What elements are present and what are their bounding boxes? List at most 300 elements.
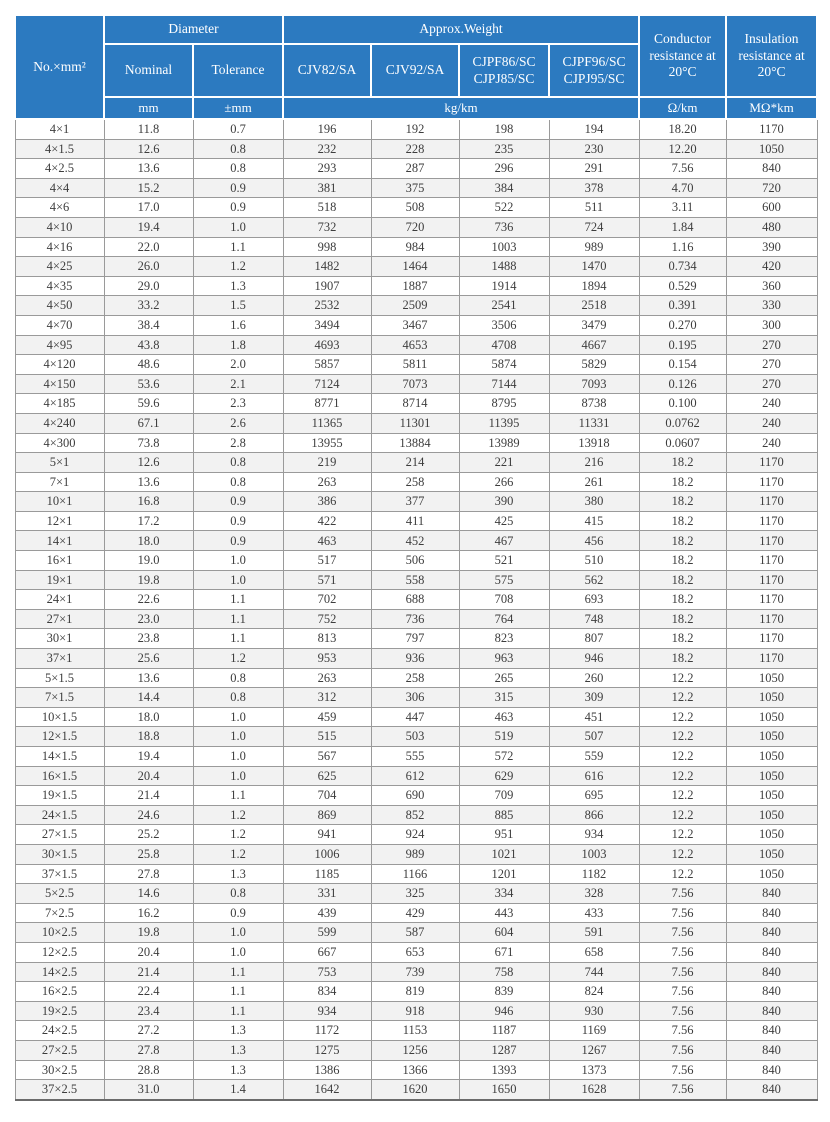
value-cell: 28.8: [104, 1060, 193, 1080]
unit-kg-km: kg/km: [283, 97, 639, 119]
table-row: [15, 747, 817, 767]
value-cell: 293: [283, 159, 371, 179]
value-cell: 690: [371, 786, 459, 806]
value-cell: 0.8: [193, 453, 283, 473]
value-cell: 1170: [726, 609, 817, 629]
table-row: [15, 727, 817, 747]
table-row: [15, 942, 817, 962]
table-row: [15, 609, 817, 629]
value-cell: 13918: [549, 433, 639, 453]
value-cell: 194: [549, 119, 639, 139]
value-cell: 20.4: [104, 766, 193, 786]
value-cell: 571: [283, 570, 371, 590]
value-cell: 998: [283, 237, 371, 257]
value-cell: 1.1: [193, 1001, 283, 1021]
value-cell: 258: [371, 668, 459, 688]
value-cell: 517: [283, 551, 371, 571]
table-row: [15, 844, 817, 864]
table-row: [15, 766, 817, 786]
value-cell: 708: [459, 590, 549, 610]
value-cell: 19.0: [104, 551, 193, 571]
value-cell: 667: [283, 942, 371, 962]
spec-id-cell: 4×1: [15, 119, 104, 139]
value-cell: 8738: [549, 394, 639, 414]
spec-id-cell: 12×1: [15, 511, 104, 531]
value-cell: 7.56: [639, 159, 726, 179]
value-cell: 439: [283, 903, 371, 923]
value-cell: 4693: [283, 335, 371, 355]
value-cell: 59.6: [104, 394, 193, 414]
value-cell: 1894: [549, 276, 639, 296]
spec-id-cell: 7×1.5: [15, 688, 104, 708]
value-cell: 748: [549, 609, 639, 629]
value-cell: 18.2: [639, 590, 726, 610]
value-cell: 1.0: [193, 551, 283, 571]
value-cell: 1488: [459, 257, 549, 277]
value-cell: 12.2: [639, 747, 726, 767]
value-cell: 736: [459, 217, 549, 237]
spec-id-cell: 12×2.5: [15, 942, 104, 962]
value-cell: 443: [459, 903, 549, 923]
table-row: [15, 825, 817, 845]
spec-id-cell: 5×2.5: [15, 884, 104, 904]
value-cell: 12.2: [639, 825, 726, 845]
spec-id-cell: 7×2.5: [15, 903, 104, 923]
table-row: [15, 864, 817, 884]
value-cell: 11.8: [104, 119, 193, 139]
spec-id-cell: 5×1.5: [15, 668, 104, 688]
value-cell: 930: [549, 1001, 639, 1021]
spec-id-cell: 27×1.5: [15, 825, 104, 845]
value-cell: 196: [283, 119, 371, 139]
value-cell: 840: [726, 1021, 817, 1041]
value-cell: 3.11: [639, 198, 726, 218]
value-cell: 7.56: [639, 903, 726, 923]
spec-id-cell: 30×1.5: [15, 844, 104, 864]
value-cell: 840: [726, 982, 817, 1002]
value-cell: 375: [371, 178, 459, 198]
spec-id-cell: 4×35: [15, 276, 104, 296]
value-cell: 506: [371, 551, 459, 571]
value-cell: 1373: [549, 1060, 639, 1080]
spec-id-cell: 14×2.5: [15, 962, 104, 982]
value-cell: 7.56: [639, 1021, 726, 1041]
value-cell: 0.7: [193, 119, 283, 139]
value-cell: 839: [459, 982, 549, 1002]
value-cell: 1170: [726, 453, 817, 473]
value-cell: 934: [549, 825, 639, 845]
value-cell: 1887: [371, 276, 459, 296]
table-row: [15, 472, 817, 492]
value-cell: 852: [371, 805, 459, 825]
value-cell: 1393: [459, 1060, 549, 1080]
value-cell: 23.8: [104, 629, 193, 649]
spec-id-cell: 4×25: [15, 257, 104, 277]
value-cell: 7.56: [639, 923, 726, 943]
value-cell: 951: [459, 825, 549, 845]
value-cell: 67.1: [104, 413, 193, 433]
value-cell: 1287: [459, 1040, 549, 1060]
value-cell: 764: [459, 609, 549, 629]
value-cell: 11331: [549, 413, 639, 433]
value-cell: 1050: [726, 139, 817, 159]
value-cell: 240: [726, 394, 817, 414]
value-cell: 18.2: [639, 472, 726, 492]
unit-pm-mm: ±mm: [193, 97, 283, 119]
table-row: [15, 805, 817, 825]
value-cell: 1386: [283, 1060, 371, 1080]
value-cell: 1.2: [193, 805, 283, 825]
spec-id-cell: 37×1.5: [15, 864, 104, 884]
value-cell: 20.4: [104, 942, 193, 962]
value-cell: 840: [726, 942, 817, 962]
value-cell: 260: [549, 668, 639, 688]
value-cell: 758: [459, 962, 549, 982]
spec-id-cell: 24×2.5: [15, 1021, 104, 1041]
value-cell: 309: [549, 688, 639, 708]
value-cell: 18.20: [639, 119, 726, 139]
cable-spec-sheet: [14, 14, 816, 1101]
value-cell: 3494: [283, 315, 371, 335]
value-cell: 261: [549, 472, 639, 492]
value-cell: 12.2: [639, 805, 726, 825]
value-cell: 1.1: [193, 609, 283, 629]
value-cell: 7.56: [639, 1040, 726, 1060]
value-cell: 21.4: [104, 962, 193, 982]
value-cell: 330: [726, 296, 817, 316]
value-cell: 834: [283, 982, 371, 1002]
spec-id-cell: 4×240: [15, 413, 104, 433]
spec-id-cell: 5×1: [15, 453, 104, 473]
value-cell: 0.9: [193, 198, 283, 218]
table-row: [15, 119, 817, 139]
value-cell: 300: [726, 315, 817, 335]
value-cell: 1.1: [193, 962, 283, 982]
value-cell: 3467: [371, 315, 459, 335]
value-cell: 1050: [726, 668, 817, 688]
spec-id-cell: 4×150: [15, 374, 104, 394]
spec-id-cell: 4×6: [15, 198, 104, 218]
spec-id-cell: 4×120: [15, 355, 104, 375]
value-cell: 480: [726, 217, 817, 237]
value-cell: 0.8: [193, 472, 283, 492]
value-cell: 26.0: [104, 257, 193, 277]
value-cell: 19.4: [104, 747, 193, 767]
value-cell: 18.2: [639, 453, 726, 473]
spec-id-cell: 19×1: [15, 570, 104, 590]
value-cell: 17.2: [104, 511, 193, 531]
value-cell: 989: [549, 237, 639, 257]
value-cell: 1.3: [193, 1040, 283, 1060]
value-cell: 23.0: [104, 609, 193, 629]
value-cell: 587: [371, 923, 459, 943]
value-cell: 456: [549, 531, 639, 551]
value-cell: 963: [459, 649, 549, 669]
value-cell: 22.4: [104, 982, 193, 1002]
col-header-conductor-resistance: Conductor resistance at 20°C: [639, 15, 726, 97]
value-cell: 14.6: [104, 884, 193, 904]
value-cell: 1.0: [193, 766, 283, 786]
value-cell: 0.8: [193, 139, 283, 159]
value-cell: 1153: [371, 1021, 459, 1041]
value-cell: 38.4: [104, 315, 193, 335]
value-cell: 384: [459, 178, 549, 198]
spec-id-cell: 14×1.5: [15, 747, 104, 767]
value-cell: 507: [549, 727, 639, 747]
value-cell: 378: [549, 178, 639, 198]
value-cell: 1.0: [193, 923, 283, 943]
value-cell: 25.6: [104, 649, 193, 669]
value-cell: 1166: [371, 864, 459, 884]
value-cell: 1006: [283, 844, 371, 864]
value-cell: 934: [283, 1001, 371, 1021]
spec-id-cell: 4×1.5: [15, 139, 104, 159]
spec-id-cell: 37×1: [15, 649, 104, 669]
value-cell: 7.56: [639, 1060, 726, 1080]
value-cell: 1170: [726, 119, 817, 139]
value-cell: 1.16: [639, 237, 726, 257]
value-cell: 2518: [549, 296, 639, 316]
value-cell: 221: [459, 453, 549, 473]
table-row: [15, 433, 817, 453]
spec-id-cell: 4×2.5: [15, 159, 104, 179]
value-cell: 380: [549, 492, 639, 512]
value-cell: 1482: [283, 257, 371, 277]
value-cell: 0.195: [639, 335, 726, 355]
value-cell: 1.0: [193, 217, 283, 237]
value-cell: 918: [371, 1001, 459, 1021]
value-cell: 459: [283, 707, 371, 727]
spec-table-body: [15, 119, 817, 1100]
table-row: [15, 335, 817, 355]
value-cell: 5811: [371, 355, 459, 375]
value-cell: 559: [549, 747, 639, 767]
value-cell: 3479: [549, 315, 639, 335]
spec-id-cell: 4×185: [15, 394, 104, 414]
value-cell: 1.2: [193, 649, 283, 669]
table-row: [15, 668, 817, 688]
value-cell: 18.2: [639, 609, 726, 629]
spec-id-cell: 4×70: [15, 315, 104, 335]
value-cell: 7.56: [639, 884, 726, 904]
value-cell: 1907: [283, 276, 371, 296]
value-cell: 18.2: [639, 492, 726, 512]
value-cell: 813: [283, 629, 371, 649]
value-cell: 0.9: [193, 492, 283, 512]
spec-id-cell: 30×1: [15, 629, 104, 649]
value-cell: 724: [549, 217, 639, 237]
value-cell: 744: [549, 962, 639, 982]
value-cell: 600: [726, 198, 817, 218]
value-cell: 11301: [371, 413, 459, 433]
value-cell: 27.8: [104, 1040, 193, 1060]
table-row: [15, 786, 817, 806]
spec-id-cell: 30×2.5: [15, 1060, 104, 1080]
value-cell: 2.1: [193, 374, 283, 394]
value-cell: 1201: [459, 864, 549, 884]
value-cell: 328: [549, 884, 639, 904]
spec-id-cell: 16×1.5: [15, 766, 104, 786]
value-cell: 291: [549, 159, 639, 179]
value-cell: 13.6: [104, 159, 193, 179]
value-cell: 1185: [283, 864, 371, 884]
value-cell: 941: [283, 825, 371, 845]
value-cell: 270: [726, 335, 817, 355]
value-cell: 1267: [549, 1040, 639, 1060]
value-cell: 1.0: [193, 942, 283, 962]
value-cell: 1256: [371, 1040, 459, 1060]
spec-id-cell: 10×1.5: [15, 707, 104, 727]
value-cell: 840: [726, 962, 817, 982]
value-cell: 720: [726, 178, 817, 198]
value-cell: 1050: [726, 864, 817, 884]
spec-id-cell: 4×50: [15, 296, 104, 316]
value-cell: 1170: [726, 649, 817, 669]
table-row: [15, 178, 817, 198]
value-cell: 1650: [459, 1080, 549, 1100]
spec-id-cell: 24×1: [15, 590, 104, 610]
value-cell: 1050: [726, 707, 817, 727]
value-cell: 429: [371, 903, 459, 923]
value-cell: 0.9: [193, 531, 283, 551]
value-cell: 521: [459, 551, 549, 571]
value-cell: 1170: [726, 492, 817, 512]
value-cell: 4708: [459, 335, 549, 355]
value-cell: 518: [283, 198, 371, 218]
value-cell: 1.8: [193, 335, 283, 355]
value-cell: 1003: [459, 237, 549, 257]
value-cell: 425: [459, 511, 549, 531]
value-cell: 599: [283, 923, 371, 943]
value-cell: 1.1: [193, 982, 283, 1002]
value-cell: 325: [371, 884, 459, 904]
value-cell: 463: [459, 707, 549, 727]
value-cell: 296: [459, 159, 549, 179]
spec-id-cell: 4×95: [15, 335, 104, 355]
table-row: [15, 1060, 817, 1080]
table-row: [15, 276, 817, 296]
value-cell: 3506: [459, 315, 549, 335]
table-row: [15, 217, 817, 237]
value-cell: 306: [371, 688, 459, 708]
value-cell: 12.20: [639, 139, 726, 159]
value-cell: 8795: [459, 394, 549, 414]
value-cell: 13.6: [104, 472, 193, 492]
value-cell: 511: [549, 198, 639, 218]
value-cell: 22.6: [104, 590, 193, 610]
spec-id-cell: 4×10: [15, 217, 104, 237]
table-row: [15, 884, 817, 904]
value-cell: 1914: [459, 276, 549, 296]
value-cell: 16.2: [104, 903, 193, 923]
value-cell: 18.2: [639, 649, 726, 669]
value-cell: 946: [459, 1001, 549, 1021]
value-cell: 5874: [459, 355, 549, 375]
header-row-groups: [15, 15, 817, 44]
header-row-units: [15, 97, 817, 119]
value-cell: 1050: [726, 727, 817, 747]
value-cell: 24.6: [104, 805, 193, 825]
value-cell: 1628: [549, 1080, 639, 1100]
value-cell: 235: [459, 139, 549, 159]
value-cell: 840: [726, 1060, 817, 1080]
spec-id-cell: 4×300: [15, 433, 104, 453]
value-cell: 386: [283, 492, 371, 512]
value-cell: 12.2: [639, 688, 726, 708]
value-cell: 1464: [371, 257, 459, 277]
value-cell: 18.8: [104, 727, 193, 747]
value-cell: 18.0: [104, 531, 193, 551]
table-row: [15, 453, 817, 473]
value-cell: 18.2: [639, 629, 726, 649]
value-cell: 1172: [283, 1021, 371, 1041]
table-row: [15, 1040, 817, 1060]
value-cell: 1003: [549, 844, 639, 864]
value-cell: 0.154: [639, 355, 726, 375]
spec-id-cell: 10×1: [15, 492, 104, 512]
value-cell: 1170: [726, 472, 817, 492]
unit-mm: mm: [104, 97, 193, 119]
table-row: [15, 159, 817, 179]
value-cell: 12.2: [639, 668, 726, 688]
value-cell: 1187: [459, 1021, 549, 1041]
value-cell: 18.2: [639, 511, 726, 531]
spec-id-cell: 4×16: [15, 237, 104, 257]
value-cell: 503: [371, 727, 459, 747]
value-cell: 415: [549, 511, 639, 531]
value-cell: 658: [549, 942, 639, 962]
value-cell: 840: [726, 1080, 817, 1100]
value-cell: 709: [459, 786, 549, 806]
value-cell: 508: [371, 198, 459, 218]
value-cell: 7.56: [639, 942, 726, 962]
table-row: [15, 257, 817, 277]
table-row: [15, 492, 817, 512]
value-cell: 510: [549, 551, 639, 571]
table-row: [15, 198, 817, 218]
value-cell: 522: [459, 198, 549, 218]
spec-id-cell: 7×1: [15, 472, 104, 492]
value-cell: 13955: [283, 433, 371, 453]
value-cell: 16.8: [104, 492, 193, 512]
value-cell: 214: [371, 453, 459, 473]
value-cell: 1050: [726, 786, 817, 806]
value-cell: 1050: [726, 825, 817, 845]
spec-id-cell: 12×1.5: [15, 727, 104, 747]
value-cell: 12.6: [104, 453, 193, 473]
value-cell: 1.2: [193, 844, 283, 864]
value-cell: 312: [283, 688, 371, 708]
value-cell: 2.0: [193, 355, 283, 375]
value-cell: 25.8: [104, 844, 193, 864]
value-cell: 1.3: [193, 276, 283, 296]
value-cell: 451: [549, 707, 639, 727]
value-cell: 452: [371, 531, 459, 551]
value-cell: 2.6: [193, 413, 283, 433]
value-cell: 13.6: [104, 668, 193, 688]
col-header-insulation-resistance: Insulation resistance at 20°C: [726, 15, 817, 97]
value-cell: 1050: [726, 805, 817, 825]
value-cell: 840: [726, 903, 817, 923]
table-row: [15, 139, 817, 159]
value-cell: 0.8: [193, 884, 283, 904]
value-cell: 1050: [726, 766, 817, 786]
value-cell: 12.2: [639, 766, 726, 786]
value-cell: 1170: [726, 511, 817, 531]
value-cell: 230: [549, 139, 639, 159]
value-cell: 625: [283, 766, 371, 786]
table-row: [15, 903, 817, 923]
